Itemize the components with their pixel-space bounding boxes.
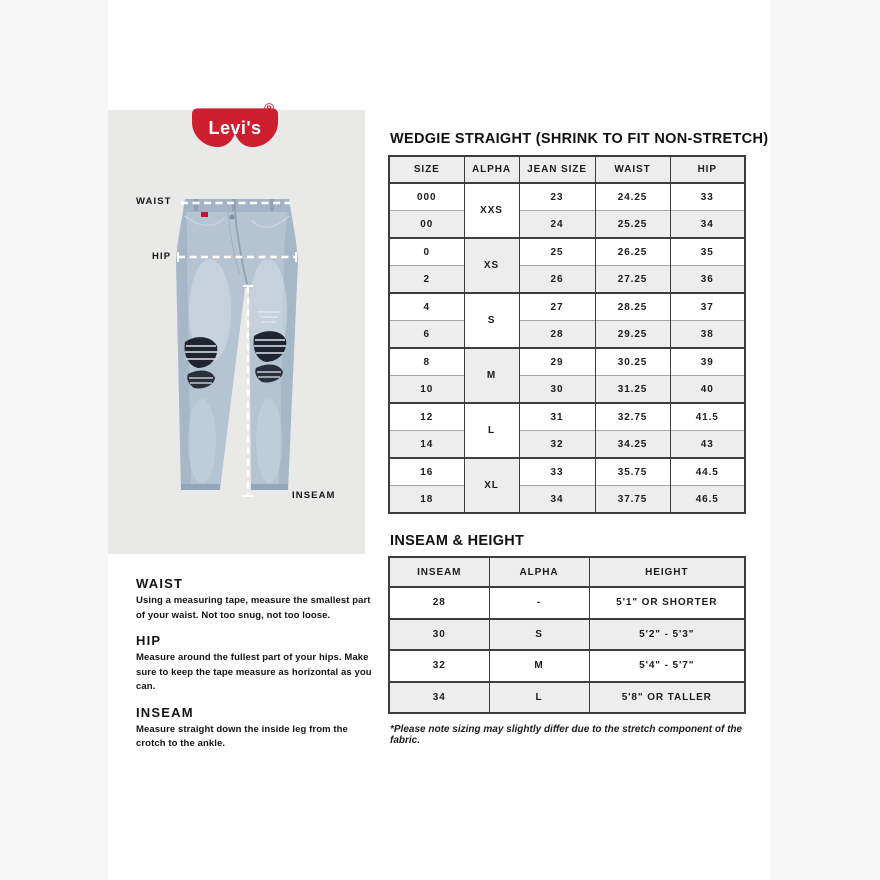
table-row [389, 431, 745, 459]
table-cell: 28 [519, 321, 595, 349]
table-cell: 37 [670, 293, 745, 321]
table-cell: 26 [519, 266, 595, 294]
table-cell: 4 [389, 293, 464, 321]
table-row [389, 183, 745, 211]
table-cell: 31.25 [595, 376, 670, 404]
registered-trademark-icon: ® [264, 100, 275, 116]
table-cell: S [489, 619, 589, 651]
table-cell: 16 [389, 458, 464, 486]
table-cell: 18 [389, 486, 464, 514]
red-tab [201, 212, 208, 217]
table-cell: 32 [389, 650, 489, 682]
table-cell: 14 [389, 431, 464, 459]
measuring-guide [136, 576, 376, 762]
guide-heading-waist: WAIST [136, 576, 184, 591]
column-header-alpha: ALPHA [489, 557, 589, 587]
table-cell: 30.25 [595, 348, 670, 376]
table-cell: 8 [389, 348, 464, 376]
table-cell: 28.25 [595, 293, 670, 321]
table-cell: 25.25 [595, 211, 670, 239]
table-cell: 23 [519, 183, 595, 211]
table-row [389, 376, 745, 404]
table-cell: 6 [389, 321, 464, 349]
table-row [389, 293, 745, 321]
table-cell: 33 [519, 458, 595, 486]
table-cell: 35.75 [595, 458, 670, 486]
size-chart-title: WEDGIE STRAIGHT (SHRINK TO FIT NON-STRETCH) [390, 131, 769, 147]
table-cell: 43 [670, 431, 745, 459]
waist-diagram-label: WAIST [136, 196, 172, 207]
table-cell: 35 [670, 238, 745, 266]
table-cell: 37.75 [595, 486, 670, 514]
table-cell: M [489, 650, 589, 682]
column-header-size: SIZE [389, 156, 464, 183]
table-cell: L [489, 682, 589, 714]
inseam-chart-title: INSEAM & HEIGHT [390, 533, 525, 549]
belt-loop [270, 199, 274, 211]
table-row [389, 458, 745, 486]
table-row [389, 348, 745, 376]
table-row [389, 619, 745, 651]
table-cell: 12 [389, 403, 464, 431]
table-cell: 5'8" OR TALLER [589, 682, 745, 714]
table-cell: 30 [519, 376, 595, 404]
table-row [389, 587, 745, 619]
table-header-row [389, 156, 745, 183]
guide-heading-inseam: INSEAM [136, 704, 194, 720]
table-cell-alpha: XL [464, 458, 519, 513]
table-cell: 000 [389, 183, 464, 211]
table-cell: 0 [389, 238, 464, 266]
table-cell: 40 [670, 376, 745, 404]
table-cell: 44.5 [670, 458, 745, 486]
table-cell-alpha: L [464, 403, 519, 458]
table-cell: 24.25 [595, 183, 670, 211]
table-cell: 38 [670, 321, 745, 349]
jeans-button [230, 215, 235, 220]
table-header-row [389, 557, 745, 587]
table-cell: 2 [389, 266, 464, 294]
table-cell: 29.25 [595, 321, 670, 349]
column-header-hip: HIP [670, 156, 745, 183]
table-cell: 34 [670, 211, 745, 239]
column-header-jean-size: JEAN SIZE [519, 156, 595, 183]
table-cell-alpha: M [464, 348, 519, 403]
belt-loop [194, 199, 198, 211]
table-cell-alpha: XXS [464, 183, 519, 238]
logo-wordmark: Levi's [208, 118, 262, 139]
table-cell: 34 [389, 682, 489, 714]
belt-loop [232, 199, 236, 211]
table-cell: 39 [670, 348, 745, 376]
table-cell: 36 [670, 266, 745, 294]
table-cell: 26.25 [595, 238, 670, 266]
table-row [389, 266, 745, 294]
table-cell: 30 [389, 619, 489, 651]
table-cell-alpha: S [464, 293, 519, 348]
table-cell: 5'1" OR SHORTER [589, 587, 745, 619]
table-cell-alpha: XS [464, 238, 519, 293]
table-cell: 27 [519, 293, 595, 321]
table-cell: 10 [389, 376, 464, 404]
size-chart-table [388, 155, 746, 514]
column-header-waist: WAIST [595, 156, 670, 183]
column-header-inseam: INSEAM [389, 557, 489, 587]
inseam-diagram-label: INSEAM [292, 490, 336, 501]
jeans-diagram [172, 196, 302, 506]
table-cell: 5'4" - 5'7" [589, 650, 745, 682]
table-row [389, 486, 745, 514]
table-cell: 5'2" - 5'3" [589, 619, 745, 651]
table-cell: 46.5 [670, 486, 745, 514]
guide-text-hip: Measure around the fullest part of your hips. Make sure to keep the tape measure as horizontal as you can. [136, 652, 372, 692]
table-cell: 25 [519, 238, 595, 266]
table-cell: 41.5 [670, 403, 745, 431]
table-cell: 33 [670, 183, 745, 211]
table-row [389, 321, 745, 349]
table-cell: 24 [519, 211, 595, 239]
table-cell: 27.25 [595, 266, 670, 294]
inseam-height-table [388, 556, 746, 714]
column-header-alpha: ALPHA [464, 156, 519, 183]
table-cell: - [489, 587, 589, 619]
table-row [389, 650, 745, 682]
table-row [389, 238, 745, 266]
table-cell: 34 [519, 486, 595, 514]
table-cell: 28 [389, 587, 489, 619]
table-row [389, 211, 745, 239]
table-row [389, 682, 745, 714]
guide-text-waist: Using a measuring tape, measure the smallest part of your waist. Not too snug, not too loose. [136, 595, 371, 621]
table-cell: 31 [519, 403, 595, 431]
table-row [389, 403, 745, 431]
hip-diagram-label: HIP [152, 251, 172, 262]
table-cell: 34.25 [595, 431, 670, 459]
stretch-disclaimer-note: *Please note sizing may slightly differ due to the stretch component of the fabric. [390, 724, 743, 746]
guide-heading-hip: HIP [136, 633, 162, 648]
table-cell: 32 [519, 431, 595, 459]
table-cell: 32.75 [595, 403, 670, 431]
guide-text-inseam: Measure straight down the inside leg from the crotch to the ankle. [136, 723, 348, 749]
table-cell: 29 [519, 348, 595, 376]
table-cell: 00 [389, 211, 464, 239]
column-header-height: HEIGHT [589, 557, 745, 587]
